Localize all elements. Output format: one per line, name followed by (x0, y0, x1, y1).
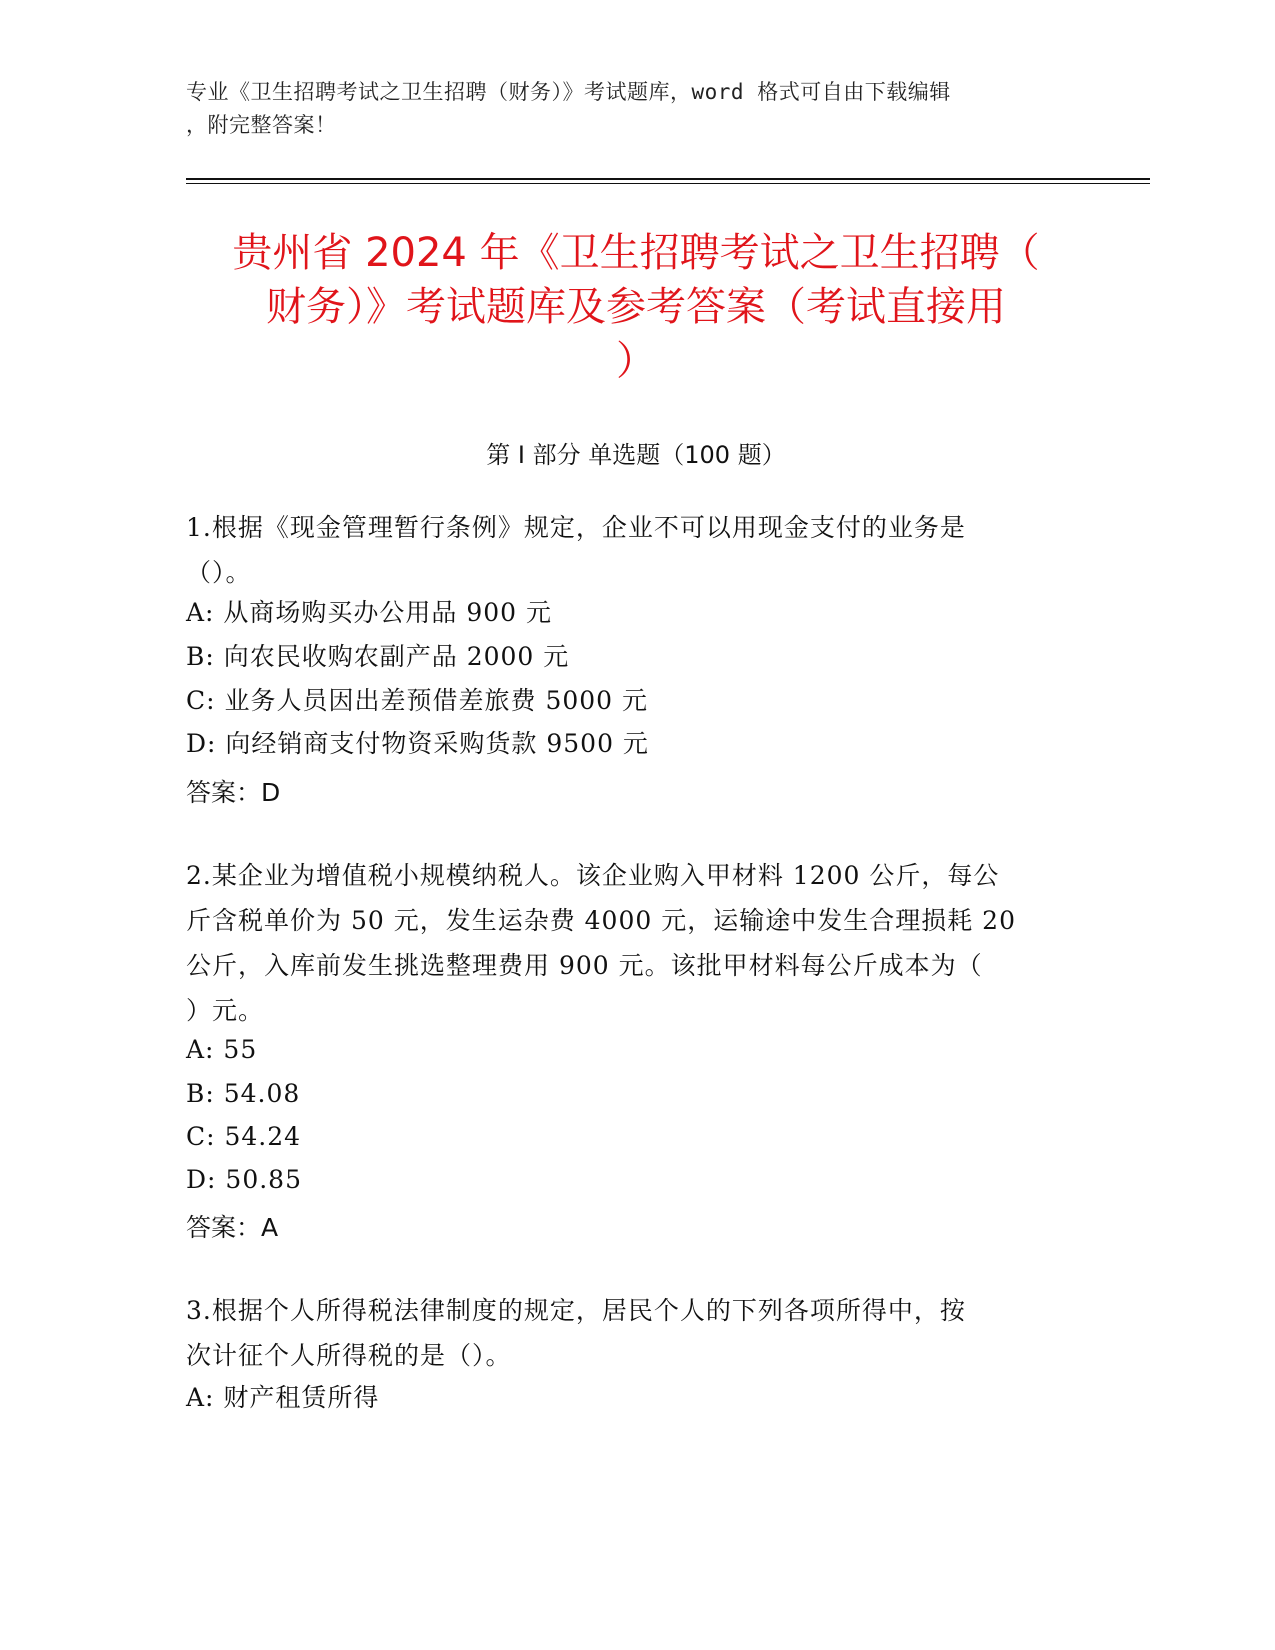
question-1-option-b: B: 向农民收购农副产品 2000 元 (186, 642, 570, 671)
question-2-option-d: D: 50.85 (186, 1165, 302, 1194)
header-rule-thick (186, 178, 1150, 180)
section-title: 第 I 部分 单选题（100 题） (486, 441, 786, 469)
question-2-stem-line4: ）元。 (186, 996, 265, 1025)
document-title (186, 226, 1086, 388)
question-2-stem (186, 853, 1066, 1033)
header-rule-thin (186, 183, 1150, 184)
title-line2: 财务）》考试题库及参考答案（考试直接用 (266, 284, 1006, 330)
question-2-stem-line3: 公斤，入库前发生挑选整理费用 900 元。该批甲材料每公斤成本为（ (186, 951, 983, 980)
question-2-answer: 答案：A (186, 1213, 279, 1242)
question-1-answer: 答案：D (186, 778, 281, 807)
question-3-option-a: A: 财产租赁所得 (186, 1383, 380, 1412)
question-1-stem (186, 505, 1066, 595)
question-3-stem (186, 1288, 1066, 1378)
question-1-option-a: A: 从商场购买办公用品 900 元 (186, 598, 553, 627)
question-3-stem-line1: 3.根据个人所得税法律制度的规定，居民个人的下列各项所得中，按 (186, 1296, 966, 1325)
header-note (186, 76, 1066, 142)
question-1-stem-line2: （）。 (186, 558, 252, 587)
question-1-stem-line1: 1.根据《现金管理暂行条例》规定，企业不可以用现金支付的业务是 (186, 513, 966, 542)
header-note-line1: 专业《卫生招聘考试之卫生招聘（财务）》考试题库，word 格式可自由下载编辑 (186, 80, 951, 104)
question-3-stem-line2: 次计征个人所得税的是（）。 (186, 1341, 512, 1370)
title-line3: ） (616, 338, 656, 384)
question-2-option-b: B: 54.08 (186, 1079, 301, 1108)
question-2-option-c: C: 54.24 (186, 1122, 302, 1151)
header-note-line2: ，附完整答案！ (186, 113, 337, 137)
title-line1: 贵州省 2024 年《卫生招聘考试之卫生招聘（ (232, 230, 1040, 276)
question-1-option-c: C: 业务人员因出差预借差旅费 5000 元 (186, 686, 649, 715)
question-2-stem-line1: 2.某企业为增值税小规模纳税人。该企业购入甲材料 1200 公斤，每公 (186, 861, 1000, 890)
question-1-option-d: D: 向经销商支付物资采购货款 9500 元 (186, 729, 649, 758)
question-2-option-a: A: 55 (186, 1035, 258, 1064)
question-2-stem-line2: 斤含税单价为 50 元，发生运杂费 4000 元，运输途中发生合理损耗 20 (186, 906, 1016, 935)
